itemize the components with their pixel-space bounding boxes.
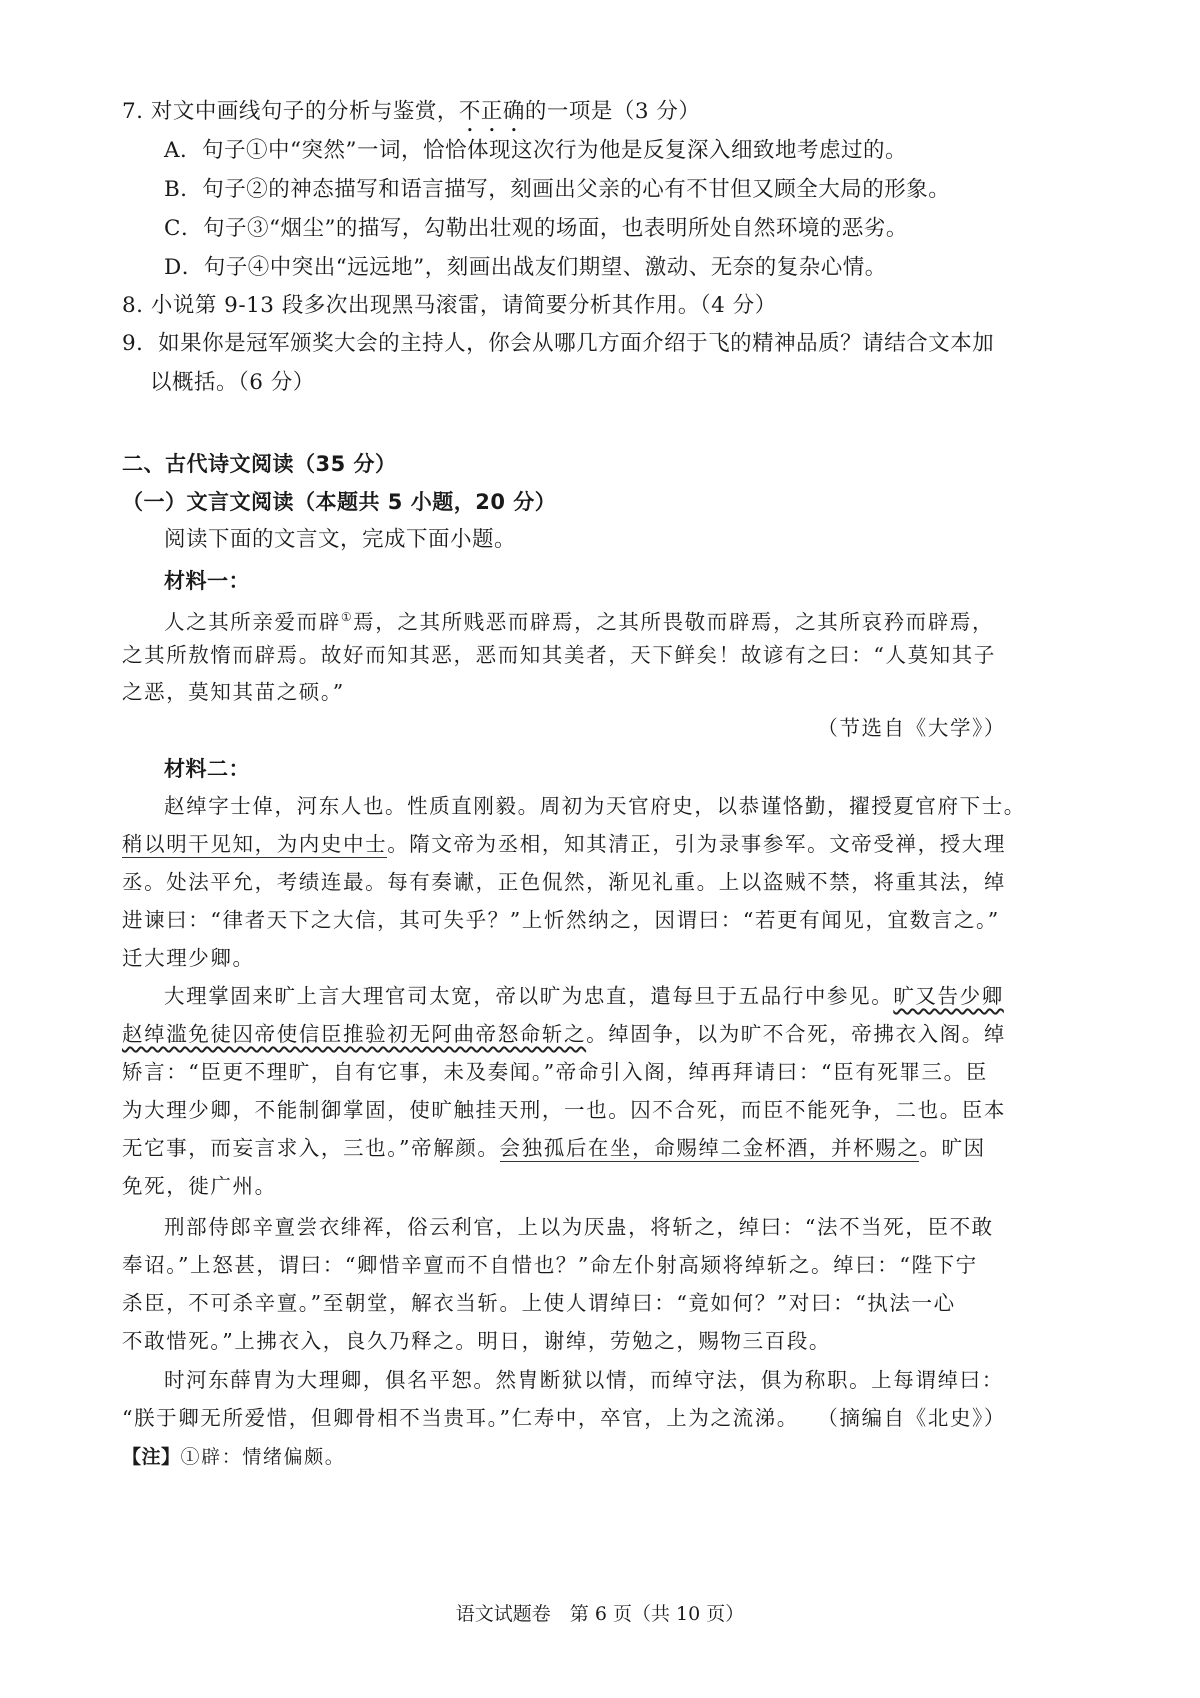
m2-p1-line1: 赵绰字士倬，河东人也。性质直刚毅。周初为天官府史，以恭谨恪勤，擢授夏官府下士。 (164, 794, 1026, 818)
m2-p4-line2: “朕于卿无所爱惜，但卿骨相不当贵耳。”仁寿中，卒官，上为之流涕。 (122, 1406, 799, 1430)
m2-p1-line2 (122, 829, 1006, 859)
section-2-title: 二、古代诗文阅读（35 分） (122, 452, 397, 476)
q7-option-a: A．句子①中“突然”一词，恰恰体现这次行为他是反复深入细致地考虑过的。 (164, 138, 908, 163)
m2-p3-line1: 刑部侍郎辛亶尝衣绯裈，俗云利官，上以为厌蛊，将斩之，绰曰：“法不当死，臣不敢 (164, 1215, 994, 1239)
m2-p1-line3: 丞。处法平允，考绩连最。每有奏谳，正色侃然，渐见礼重。上以盗贼不禁，将重其法，绰 (122, 870, 1006, 894)
m2-p2-line6: 免死，徙广州。 (122, 1174, 277, 1198)
q7-option-b: B．句子②的神态描写和语言描写，刻画出父亲的心有不甘但又顾全大局的形象。 (164, 177, 951, 202)
m2-p2-line2-rest: 。绰固争，以为旷不合死，帝拂衣入阁。绰 (586, 1022, 1007, 1046)
m2-p2-line1 (164, 981, 1004, 1011)
m2-wavy-sentence-part1: 旷又告少卿 (893, 984, 1004, 1008)
q7-option-d: D．句子④中突出“远远地”，刻画出战友们期望、激动、无奈的复杂心情。 (164, 255, 887, 280)
m2-p2-line3: 矫言：“臣更不理旷，自有它事，未及奏闻。”帝命引入阁，绰再拜请曰：“臣有死罪三。臣 (122, 1060, 988, 1084)
section-2-instruction: 阅读下面的文言文，完成下面小题。 (164, 527, 517, 552)
question-9-line2: 以概括。（6 分） (150, 370, 315, 395)
m2-p4-line1: 时河东薛胄为大理卿，俱名平恕。然胄断狱以情，而绰守法，俱为称职。上每谓绰曰： (164, 1368, 1004, 1392)
material-1-line3: 之恶，莫知其苗之硕。” (122, 680, 345, 704)
question-7-stem (122, 97, 700, 137)
m2-p3-line4: 不敢惜死。”上拂衣入，良久乃释之。明日，谢绰，劳勉之，赐物三百段。 (122, 1329, 832, 1353)
m1-line1-a: 人之其所亲爱而辟 (164, 609, 341, 634)
footnote-marker: ① (340, 610, 354, 624)
section-2-subtitle: （一）文言文阅读（本题共 5 小题，20 分） (122, 490, 557, 514)
material-1-line2: 之其所敖惰而辟焉。故好而知其恶，恶而知其美者，天下鲜矣！故谚有之曰：“人莫知其子 (122, 643, 996, 667)
m2-p3-line2: 奉诏。”上怒甚，谓曰：“卿惜辛亶而不自惜也？”命左仆射高颎将绰斩之。绰曰：“陛下宁 (122, 1253, 978, 1277)
material-1-label: 材料一： (164, 569, 250, 593)
m2-wavy-sentence-part2: 赵绰滥免徒囚帝使信臣推验初无阿曲帝怒命斩之 (122, 1022, 587, 1046)
note-label: 【注】 (122, 1446, 181, 1468)
m2-p2-line5-b: 。旷因 (919, 1136, 986, 1160)
material-2-label: 材料二： (164, 757, 250, 781)
q7-option-c: C．句子③“烟尘”的描写，勾勒出壮观的场面，也表明所处自然环境的恶劣。 (164, 216, 908, 241)
question-9-line1: 9．如果你是冠军颁奖大会的主持人，你会从哪几方面介绍于飞的精神品质？请结合文本加 (122, 331, 995, 356)
m2-p2-line2 (122, 1019, 1006, 1049)
m1-line1-b: 焉，之其所贱恶而辟焉，之其所畏敬而辟焉，之其所哀矜而辟焉， (353, 609, 995, 634)
note-text: ①辟：情绪偏颇。 (180, 1446, 346, 1468)
material-1-source: （节选自《大学》） (817, 716, 1006, 740)
m2-underlined-sentence-2: 会独孤后在坐，命赐绰二金杯酒，并杯赐之 (499, 1136, 920, 1160)
m2-p3-line3: 杀臣，不可杀辛亶。”至朝堂，解衣当斩。上使人谓绰曰：“竟如何？”对曰：“执法一心 (122, 1291, 956, 1315)
question-8: 8. 小说第 9-13 段多次出现黑马滚雷，请简要分析其作用。（4 分） (122, 293, 777, 318)
m2-p1-line5: 迁大理少卿。 (122, 946, 255, 970)
m2-p2-line1-a: 大理掌固来旷上言大理官司太宽，帝以旷为忠直，遣每旦于五品行中参见。 (164, 984, 894, 1008)
q7-stem-emphasis: 不正确 (458, 99, 525, 124)
m2-p2-line5-a: 无它事，而妄言求入，三也。”帝解颜。 (122, 1136, 500, 1160)
m2-p1-line2-rest: 。隋文帝为丞相，知其清正，引为录事参军。文帝受禅，授大理 (387, 832, 1007, 856)
material-1-line1 (164, 602, 994, 637)
m2-p2-line5 (122, 1133, 986, 1163)
m2-underlined-sentence-1: 稍以明干见知，为内史中士 (122, 832, 388, 856)
footnote (122, 1442, 345, 1472)
q7-stem-pre: 7. 对文中画线句子的分析与鉴赏， (122, 99, 459, 124)
material-2-source: （摘编自《北史》） (817, 1406, 1006, 1430)
q7-stem-post: 的一项是（3 分） (524, 99, 701, 124)
page-footer: 语文试题卷 第 6 页（共 10 页） (455, 1603, 745, 1625)
m2-p1-line4: 进谏曰：“律者天下之大信，其可失乎？”上忻然纳之，因谓曰：“若更有闻见，宜数言之。” (122, 908, 1000, 932)
m2-p2-line4: 为大理少卿，不能制御掌固，使旷触挂天刑，一也。囚不合死，而臣不能死争，二也。臣本 (122, 1098, 1006, 1122)
